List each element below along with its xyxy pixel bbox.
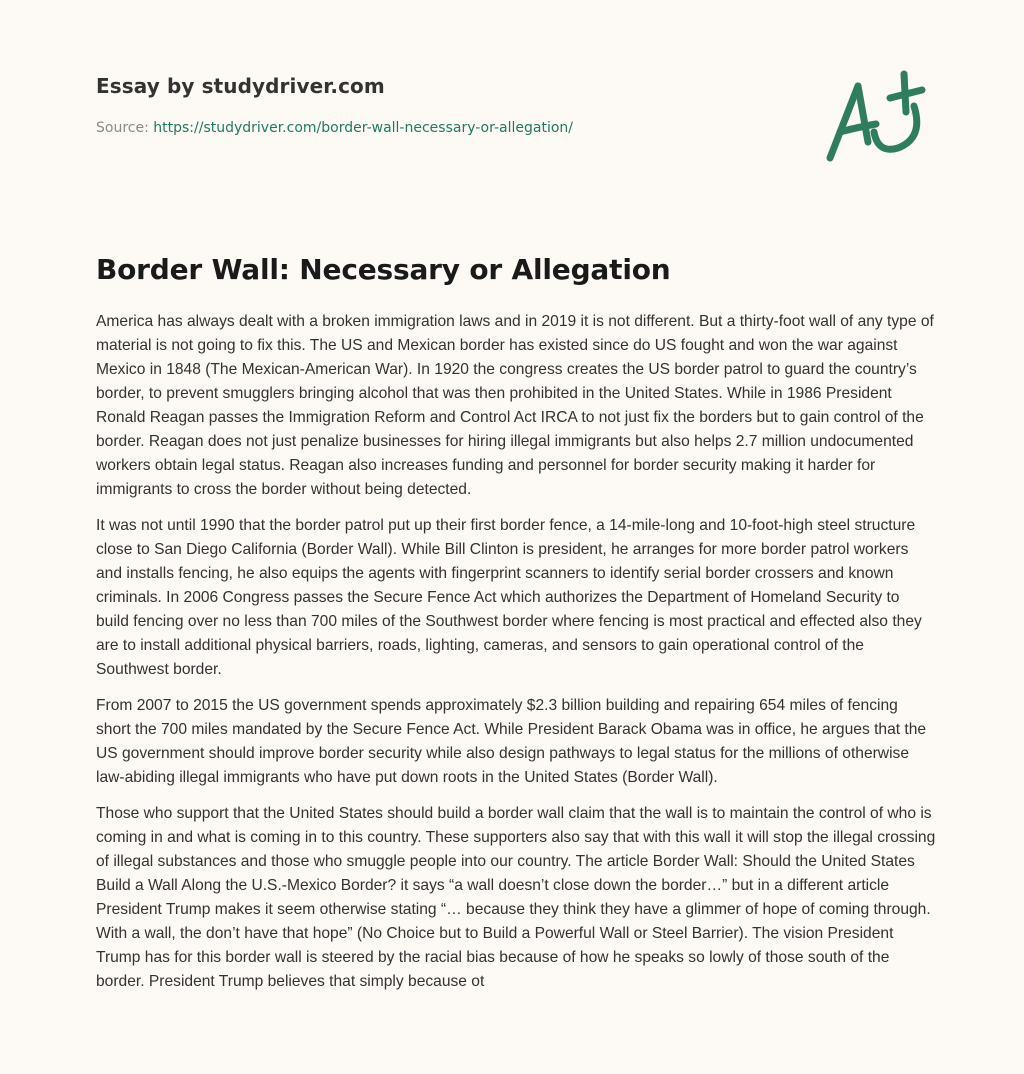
source-line bbox=[96, 120, 796, 136]
source-label: Source: bbox=[96, 120, 149, 136]
essay-article bbox=[96, 253, 936, 1006]
essay-header bbox=[96, 74, 796, 136]
essay-paragraph: It was not until 1990 that the border patrol put up their first border fence, a 14-mile-long and 10-foot-high steel structure close to San Diego California (Border Wall). While Bill Clinton is president, he arranges for more border patrol workers and installs fencing, he also equips the agents with fingerprint scanners to identify serial border crossers and known criminals. In 2006 Congress passes the Secure Fence Act which authorizes the Department of Homeland Security to build fencing over no less than 700 miles of the Southwest border where fencing is most practical and effected also they are to install additional physical barriers, roads, lighting, cameras, and sensors to gain operational control of the Southwest border. bbox=[96, 517, 922, 678]
site-title: Essay by studydriver.com bbox=[96, 74, 385, 98]
source-link[interactable]: https://studydriver.com/border-wall-necessary-or-allegation/ bbox=[153, 120, 573, 136]
essay-paragraph: America has always dealt with a broken immigration laws and in 2019 it is not different. But a thirty-foot wall of any type of material is not going to fix this. The US and Mexican border has existed since do US fought and won the war against Mexico in 1848 (The Mexican-American War). In 1920 the congress creates the US border patrol to guard the country’s border, to prevent smugglers bringing alcohol that was then prohibited in the United States. While in 1986 President Ronald Reagan passes the Immigration Reform and Control Act IRCA to not just fix the borders but to gain control of the border. Reagan does not just penalize businesses for hiring illegal immigrants but also helps 2.7 million undocumented workers obtain legal status. Reagan also increases funding and personnel for border security making it harder for immigrants to cross the border without being detected. bbox=[96, 313, 934, 498]
a-plus-grade-icon bbox=[818, 66, 930, 166]
essay-title: Border Wall: Necessary or Allegation bbox=[96, 253, 671, 286]
essay-paragraph: Those who support that the United States should build a border wall claim that the wall is to maintain the control of who is coming in and what is coming in to this country. These supporters also say that with this wall it will stop the illegal crossing of illegal substances and those who smuggle people into our country. The article Border Wall: Should the United States Build a Wall Along the U.S.-Mexico Border? it says “a wall doesn’t close down the border…” but in a different article President Trump makes it seem otherwise stating “… because they think they have a glimmer of hope of coming through. With a wall, the don’t have that hope” (No Choice but to Build a Powerful Wall or Steel Barrier). The vision President Trump has for this border wall is steered by the racial bias because of how he speaks so lowly of those south of the border. President Trump believes that simply because ot bbox=[96, 805, 936, 990]
essay-paragraph: From 2007 to 2015 the US government spends approximately $2.3 billion building and repairing 654 miles of fencing short the 700 miles mandated by the Secure Fence Act. While President Barack Obama was in office, he argues that the US government should improve border security while also design pathways to legal status for the millions of otherwise law-abiding illegal immigrants who have put down roots in the United States (Border Wall). bbox=[96, 697, 927, 786]
